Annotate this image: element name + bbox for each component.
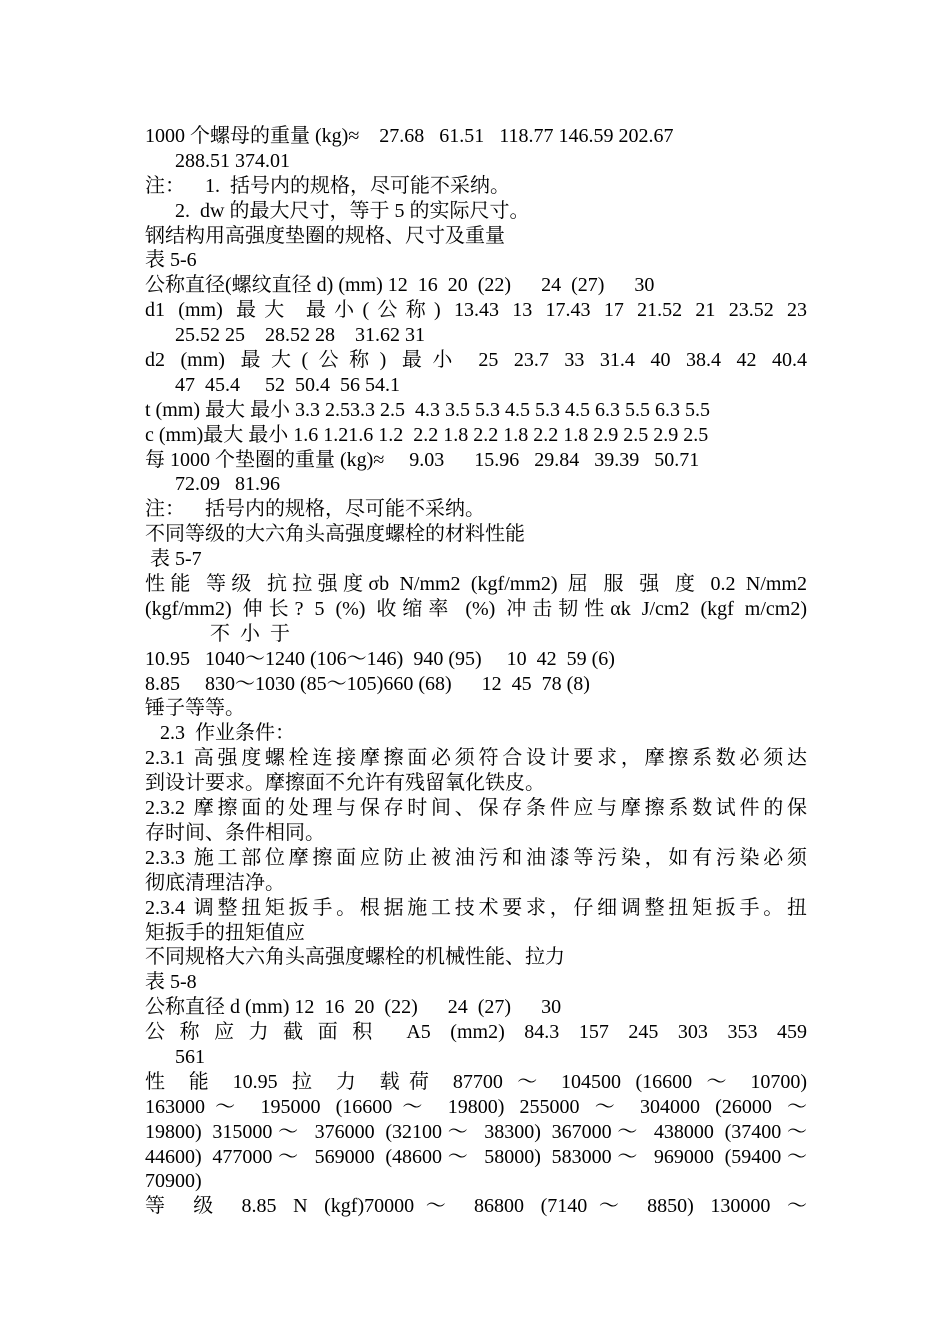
text-line: d2 (mm) 最大(公称) 最小 25 23.7 33 31.4 40 38.4 42 40.4 — [145, 349, 807, 372]
text-line: 不同等级的大六角头高强度螺栓的材料性能 — [145, 523, 525, 546]
text-line: 19800) 315000～ 376000 (32100～ 38300) 367000～ 438000 (37400～ — [145, 1120, 807, 1143]
text-line: 561 — [145, 1045, 205, 1068]
text-line: d1 (mm) 最大 最小(公称) 13.43 13 17.43 17 21.52 21 23.52 23 — [145, 299, 807, 322]
text-line: 公称应力截面积 A5 (mm2) 84.3 157 245 303 353 459 — [145, 1021, 807, 1044]
document-body — [145, 124, 807, 1219]
text-line: c (mm)最大 最小 1.6 1.21.6 1.2 2.2 1.8 2.2 1.8 2.2 1.8 2.9 2.5 2.9 2.5 — [145, 423, 709, 446]
text-line: 2.3.4 调整扭矩扳手。根据施工技术要求，仔细调整扭矩扳手。扭 — [145, 896, 807, 919]
text-line: 不 小 于 — [145, 622, 290, 645]
text-line: 25.52 25 28.52 28 31.62 31 — [145, 324, 425, 347]
text-line: 矩扳手的扭矩值应 — [145, 921, 305, 944]
text-line: 每 1000 个垫圈的重量 (kg)≈ 9.03 15.96 29.84 39.39 50.71 — [145, 448, 700, 471]
text-line: 2.3.2 摩擦面的处理与保存时间、保存条件应与摩擦系数试件的保 — [145, 797, 807, 820]
text-line: 2. dw 的最大尺寸，等于 5 的实际尺寸。 — [145, 199, 530, 222]
text-line: 不同规格大六角头高强度螺栓的机械性能、拉力 — [145, 946, 565, 969]
text-line: 2.3.1 高强度螺栓连接摩擦面必须符合设计要求，摩擦系数必须达 — [145, 747, 807, 770]
text-line: t (mm) 最大 最小 3.3 2.53.3 2.5 4.3 3.5 5.3 4.5 5.3 4.5 6.3 5.5 6.3 5.5 — [145, 398, 710, 421]
text-line: 到设计要求。摩擦面不允许有残留氧化铁皮。 — [145, 772, 545, 795]
text-line: 44600) 477000～ 569000 (48600～ 58000) 583000～ 969000 (59400～ — [145, 1145, 807, 1168]
text-line: 288.51 374.01 — [145, 149, 290, 172]
text-line: 2.3 作业条件： — [145, 722, 295, 745]
text-line: 70900) — [145, 1170, 202, 1193]
text-line: 彻底清理洁净。 — [145, 871, 285, 894]
text-line: 性 能 10.95 拉 力 载荷 87700 ～ 104500 (16600 ～ 10700) — [145, 1070, 807, 1093]
text-line: 公称直径(螺纹直径 d) (mm) 12 16 20 (22) 24 (27) 30 — [145, 274, 655, 297]
text-line: 钢结构用高强度垫圈的规格、尺寸及重量 — [145, 224, 505, 247]
text-line: 10.95 1040～1240 (106～146) 940 (95) 10 42 59 (6) — [145, 647, 615, 670]
text-line: 8.85 830～1030 (85～105)660 (68) 12 45 78 (8) — [145, 672, 590, 695]
text-line: 表 5-6 — [145, 249, 197, 272]
text-line: 72.09 81.96 — [145, 473, 280, 496]
text-line: 表 5-8 — [145, 971, 197, 994]
text-line: 2.3.3 施工部位摩擦面应防止被油污和油漆等污染，如有污染必须 — [145, 846, 807, 869]
text-line: 性能 等级 抗拉强度σb N/mm2 (kgf/mm2) 屈 服 强 度 0.2 N/mm2 — [145, 573, 807, 596]
text-line: 1000 个螺母的重量 (kg)≈ 27.68 61.51 118.77 146.59 202.67 — [145, 125, 674, 147]
text-line: 存时间、条件相同。 — [145, 821, 325, 844]
text-line: 注： 括号内的规格，尽可能不采纳。 — [145, 498, 485, 521]
text-line: 表 5-7 — [145, 548, 202, 571]
text-line: 47 45.4 52 50.4 56 54.1 — [145, 373, 400, 396]
text-line: (kgf/mm2) 伸长? 5 (%) 收缩率 (%) 冲击韧性αk J/cm2 (kgf m/cm2) — [145, 597, 807, 620]
text-line: 等 级 8.85 N (kgf)70000～ 86800 (7140～ 8850) 130000 ～ — [145, 1195, 807, 1218]
text-line: 163000～ 195000 (16600～ 19800) 255000 ～ 304000 (26000 ～ — [145, 1095, 807, 1118]
text-line: 锤子等等。 — [145, 697, 245, 720]
text-line: 公称直径 d (mm) 12 16 20 (22) 24 (27) 30 — [145, 996, 562, 1019]
text-line: 注： 1. 括号内的规格，尽可能不采纳。 — [145, 174, 510, 197]
